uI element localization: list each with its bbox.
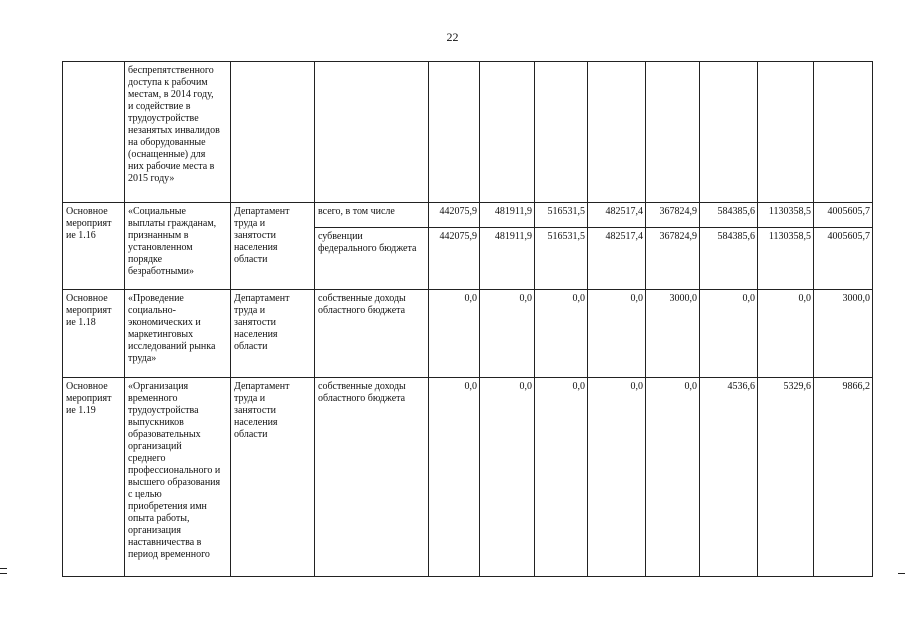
value-cell: 0,0 <box>535 290 588 378</box>
value-cell: 0,0 <box>535 378 588 577</box>
value-cell: 482517,4 <box>588 228 646 290</box>
table-row <box>63 203 873 228</box>
executor-cell: Департамент труда и занятости населения области <box>231 290 315 378</box>
value-cell: 3000,0 <box>646 290 700 378</box>
funding-source-cell <box>315 62 429 203</box>
value-cell: 0,0 <box>588 290 646 378</box>
value-cell: 367824,9 <box>646 228 700 290</box>
value-cell: 584385,6 <box>700 228 758 290</box>
table-row <box>63 62 873 203</box>
activity-name-cell: «Проведение социально- экономических и маркетинговых исследований рынка труда» <box>125 290 231 378</box>
left-edge-mark <box>0 568 7 569</box>
activity-code-cell: Основное мероприят ие 1.16 <box>63 203 125 290</box>
activity-code-cell: Основное мероприят ие 1.18 <box>63 290 125 378</box>
value-cell: 0,0 <box>700 290 758 378</box>
value-cell: 0,0 <box>480 378 535 577</box>
value-cell <box>700 62 758 203</box>
value-cell: 3000,0 <box>814 290 873 378</box>
value-cell: 516531,5 <box>535 228 588 290</box>
funding-source-cell: собственные доходы областного бюджета <box>315 378 429 577</box>
value-cell <box>814 62 873 203</box>
value-cell <box>646 62 700 203</box>
value-cell <box>758 62 814 203</box>
activity-code-cell: Основное мероприят ие 1.19 <box>63 378 125 577</box>
value-cell: 481911,9 <box>480 228 535 290</box>
page-number: 22 <box>446 30 459 44</box>
activity-code-cell <box>63 62 125 203</box>
value-cell: 442075,9 <box>429 228 480 290</box>
value-cell: 1130358,5 <box>758 203 814 228</box>
value-cell: 0,0 <box>758 290 814 378</box>
value-cell: 0,0 <box>646 378 700 577</box>
executor-cell: Департамент труда и занятости населения области <box>231 378 315 577</box>
value-cell: 4005605,7 <box>814 203 873 228</box>
value-cell: 4536,6 <box>700 378 758 577</box>
value-cell <box>535 62 588 203</box>
value-cell: 584385,6 <box>700 203 758 228</box>
right-edge-mark <box>898 573 905 574</box>
value-cell <box>588 62 646 203</box>
value-cell <box>480 62 535 203</box>
funding-source-cell: всего, в том числе <box>315 203 429 228</box>
value-cell: 481911,9 <box>480 203 535 228</box>
executor-cell <box>231 62 315 203</box>
value-cell: 0,0 <box>480 290 535 378</box>
value-cell: 516531,5 <box>535 203 588 228</box>
value-cell: 482517,4 <box>588 203 646 228</box>
funding-source-cell: субвенции федерального бюджета <box>315 228 429 290</box>
program-activities-table <box>62 61 873 577</box>
funding-source-cell: собственные доходы областного бюджета <box>315 290 429 378</box>
value-cell: 9866,2 <box>814 378 873 577</box>
value-cell: 4005605,7 <box>814 228 873 290</box>
value-cell <box>429 62 480 203</box>
value-cell: 0,0 <box>588 378 646 577</box>
value-cell: 1130358,5 <box>758 228 814 290</box>
activity-name-cell: «Организация временного трудоустройства выпускников образовательных организаций среднего профессионального и высшего образования с целью приобретения имн опыта работы, организация наставничества в период временного <box>125 378 231 577</box>
value-cell: 367824,9 <box>646 203 700 228</box>
table-row <box>63 378 873 577</box>
activity-name-cell: беспрепятственного доступа к рабочим местам, в 2014 году, и содействие в трудоустройстве незанятых инвалидов на оборудованные (оснащенные) для них рабочие места в 2015 году» <box>125 62 231 203</box>
activity-name-cell: «Социальные выплаты гражданам, признанным в установленном порядке безработными» <box>125 203 231 290</box>
value-cell: 0,0 <box>429 290 480 378</box>
executor-cell: Департамент труда и занятости населения области <box>231 203 315 290</box>
value-cell: 5329,6 <box>758 378 814 577</box>
value-cell: 442075,9 <box>429 203 480 228</box>
left-edge-mark <box>0 573 7 574</box>
table-row <box>63 290 873 378</box>
value-cell: 0,0 <box>429 378 480 577</box>
